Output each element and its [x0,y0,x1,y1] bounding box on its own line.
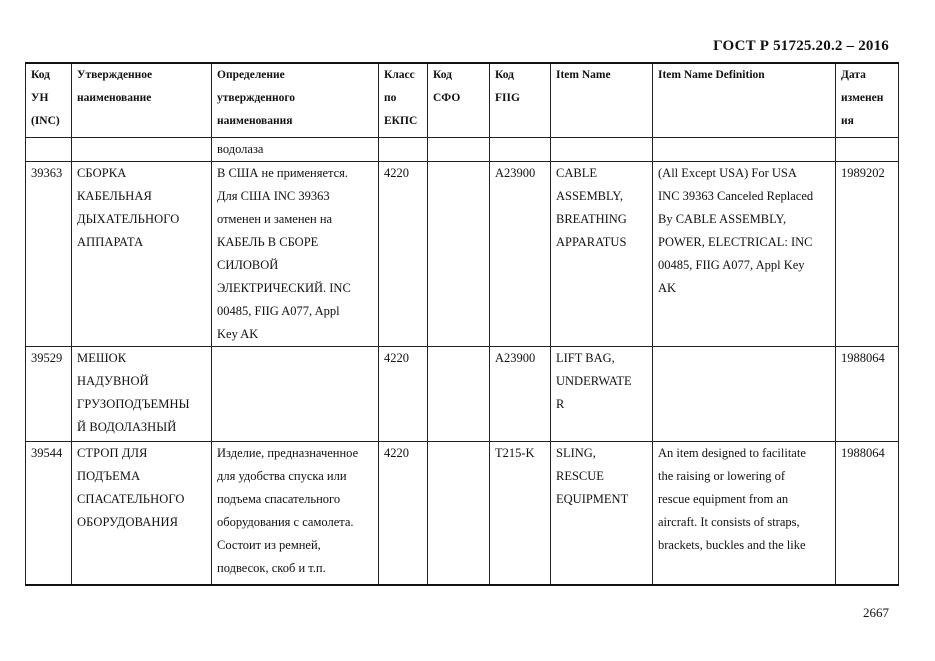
col-header-item-name: Item Name [551,63,653,138]
cell-fiig: T215-K [490,442,551,585]
cell-item-name: CABLE ASSEMBLY, BREATHING APPARATUS [551,162,653,347]
cell-date: 1988064 [836,442,899,585]
table-header-row [26,63,899,138]
data-table [25,62,899,586]
page-number: 2667 [863,605,889,620]
table-row [26,442,899,585]
cell-date: 1989202 [836,162,899,347]
cell-item-name-definition [653,347,836,442]
col-header-approved-name: Утвержденное наименование [72,63,212,138]
cell-item-name: SLING, RESCUE EQUIPMENT [551,442,653,585]
col-header-inc: Код УН (INC) [26,63,72,138]
cell-class: 4220 [379,442,428,585]
document-header: ГОСТ Р 51725.20.2 – 2016 [713,38,889,54]
cell-inc: 39544 [26,442,72,585]
cell-item-name-definition: An item designed to facilitate the raising or lowering of rescue equipment from an aircraft. It consists of straps, brackets, buckles and the like [653,442,836,585]
cell-sfo [428,442,490,585]
col-header-date: Дата изменен ия [836,63,899,138]
cell-definition [212,347,379,442]
col-header-definition: Определение утвержденного наименования [212,63,379,138]
cell-date: 1988064 [836,347,899,442]
cell-approved-name: СТРОП ДЛЯ ПОДЪЕМА СПАСАТЕЛЬНОГО ОБОРУДОВАНИЯ [72,442,212,585]
cell-inc: 39529 [26,347,72,442]
col-header-sfo: Код СФО [428,63,490,138]
cell-sfo [428,347,490,442]
cell-definition: Изделие, предназначенное для удобства спуска или подъема спасательного оборудования с самолета. Состоит из ремней, подвесок, скоб и т.п. [212,442,379,585]
col-header-item-name-definition: Item Name Definition [653,63,836,138]
continuation-row [26,138,899,162]
cell-class: 4220 [379,162,428,347]
cell-approved-name: СБОРКА КАБЕЛЬНАЯ ДЫХАТЕЛЬНОГО АППАРАТА [72,162,212,347]
cell-item-name: LIFT BAG, UNDERWATE R [551,347,653,442]
col-header-class: Класс по ЕКПС [379,63,428,138]
cell-definition: В США не применяется. Для США INC 39363 отменен и заменен на КАБЕЛЬ В СБОРЕ СИЛОВОЙ ЭЛЕКТРИЧЕСКИЙ. INC 00485, FIIG A077, Appl Key AK [212,162,379,347]
table-row [26,347,899,442]
cell-sfo [428,162,490,347]
cell-approved-name: МЕШОК НАДУВНОЙ ГРУЗОПОДЪЕМНЫ Й ВОДОЛАЗНЫЙ [72,347,212,442]
cell-fiig: A23900 [490,162,551,347]
cell-class: 4220 [379,347,428,442]
continuation-text: водолаза [212,138,379,162]
cell-item-name-definition: (All Except USA) For USA INC 39363 Canceled Replaced By CABLE ASSEMBLY, POWER, ELECTRICAL: INC 00485, FIIG A077, Appl Key AK [653,162,836,347]
col-header-fiig: Код FIIG [490,63,551,138]
table-row [26,162,899,347]
cell-fiig: A23900 [490,347,551,442]
cell-inc: 39363 [26,162,72,347]
